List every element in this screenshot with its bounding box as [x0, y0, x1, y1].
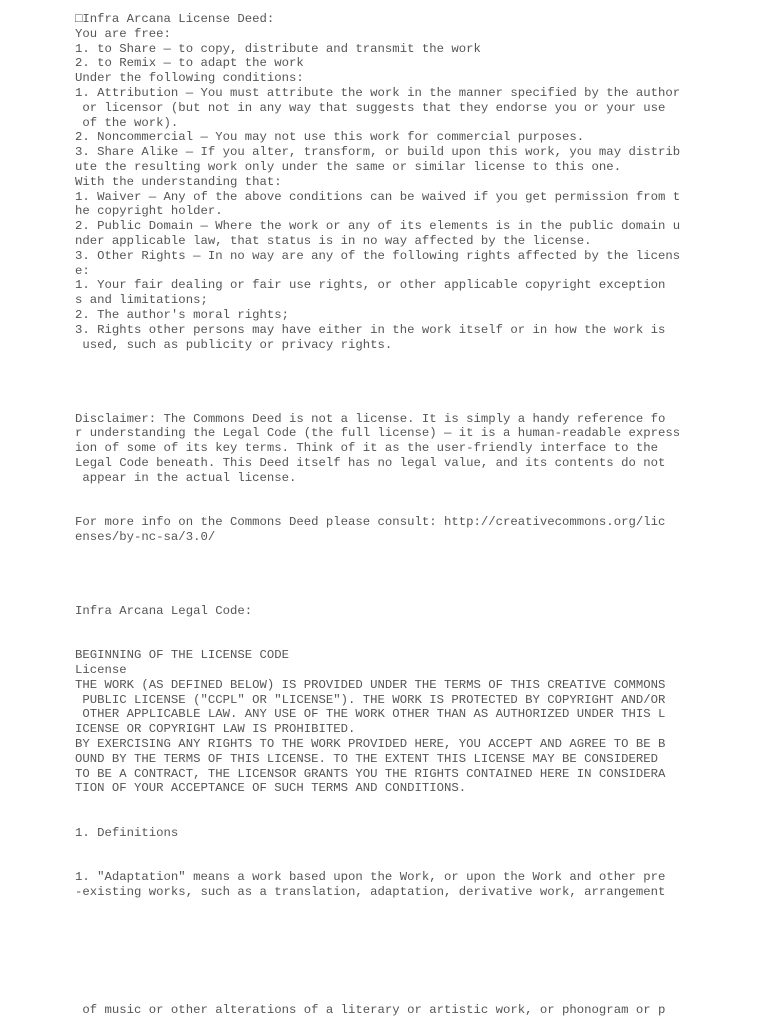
- deed-title: □Infra Arcana License Deed:: [75, 12, 275, 26]
- disclaimer-line: r understanding the Legal Code (the full license) — it is a human-readable express: [75, 426, 681, 441]
- understanding-line: s and limitations;: [75, 293, 208, 308]
- spacer: [75, 545, 695, 604]
- spacer: [75, 841, 695, 871]
- continuation-line: of music or other alterations of a literary or artistic work, or phonogram or p: [75, 1003, 666, 1018]
- condition-line: 1. Attribution — You must attribute the work in the manner specified by the author: [75, 85, 681, 100]
- understanding-line: nder applicable law, that status is in no way affected by the license.: [75, 233, 592, 248]
- condition-line: 2. Noncommercial — You may not use this work for commercial purposes.: [75, 130, 585, 145]
- definition-line: 1. "Adaptation" means a work based upon the Work, or upon the Work and other pre: [75, 870, 666, 885]
- definition-line: -existing works, such as a translation, adaptation, derivative work, arrangement: [75, 885, 666, 900]
- condition-line: of the work).: [75, 115, 179, 130]
- license-code-line: PUBLIC LICENSE ("CCPL" OR "LICENSE"). THE WORK IS PROTECTED BY COPYRIGHT AND/OR: [75, 692, 666, 707]
- understanding-line: he copyright holder.: [75, 204, 223, 219]
- understanding-heading: With the understanding that:: [75, 174, 282, 189]
- understanding-line: 2. The author's moral rights;: [75, 307, 290, 322]
- spacer: [75, 486, 695, 516]
- understanding-line: 3. Rights other persons may have either in the work itself or in how the work is: [75, 322, 666, 337]
- spacer: [75, 619, 695, 649]
- license-document: [75, 12, 695, 1018]
- free-item-share: 1. to Share — to copy, distribute and transmit the work: [75, 41, 481, 56]
- free-heading: You are free:: [75, 26, 171, 41]
- license-code-line: THE WORK (AS DEFINED BELOW) IS PROVIDED UNDER THE TERMS OF THIS CREATIVE COMMONS: [75, 677, 666, 692]
- understanding-line: 2. Public Domain — Where the work or any of its elements is in the public domain u: [75, 219, 681, 234]
- spacer: [75, 796, 695, 826]
- license-label: License: [75, 663, 127, 678]
- understanding-line: 3. Other Rights — In no way are any of the following rights affected by the licens: [75, 248, 681, 263]
- license-code-line: TION OF YOUR ACCEPTANCE OF SUCH TERMS AND CONDITIONS.: [75, 781, 467, 796]
- legal-code-heading: Infra Arcana Legal Code:: [75, 603, 253, 618]
- condition-line: ute the resulting work only under the same or similar license to this one.: [75, 159, 622, 174]
- understanding-line: used, such as publicity or privacy rights.: [75, 337, 393, 352]
- understanding-line: e:: [75, 263, 90, 278]
- more-info-line: enses/by-nc-sa/3.0/: [75, 529, 216, 544]
- license-code-line: ICENSE OR COPYRIGHT LAW IS PROHIBITED.: [75, 722, 356, 737]
- disclaimer-line: Disclaimer: The Commons Deed is not a license. It is simply a handy reference fo: [75, 411, 666, 426]
- condition-line: 3. Share Alike — If you alter, transform, or build upon this work, you may distrib: [75, 145, 681, 160]
- license-code-line: OUND BY THE TERMS OF THIS LICENSE. TO THE EXTENT THIS LICENSE MAY BE CONSIDERED: [75, 751, 658, 766]
- spacer: [75, 900, 695, 1004]
- conditions-heading: Under the following conditions:: [75, 71, 304, 86]
- license-code-line: BY EXERCISING ANY RIGHTS TO THE WORK PROVIDED HERE, YOU ACCEPT AND AGREE TO BE B: [75, 737, 666, 752]
- more-info-line: For more info on the Commons Deed please consult: http://creativecommons.org/lic: [75, 515, 666, 530]
- license-code-line: TO BE A CONTRACT, THE LICENSOR GRANTS YOU THE RIGHTS CONTAINED HERE IN CONSIDERA: [75, 766, 666, 781]
- disclaimer-line: ion of some of its key terms. Think of it as the user-friendly interface to the: [75, 441, 658, 456]
- condition-line: or licensor (but not in any way that suggests that they endorse you or your use: [75, 100, 666, 115]
- understanding-line: 1. Waiver — Any of the above conditions can be waived if you get permission from t: [75, 189, 681, 204]
- spacer: [75, 352, 695, 411]
- free-item-remix: 2. to Remix — to adapt the work: [75, 56, 304, 71]
- understanding-line: 1. Your fair dealing or fair use rights, or other applicable copyright exception: [75, 278, 666, 293]
- definitions-heading: 1. Definitions: [75, 825, 179, 840]
- license-code-line: OTHER APPLICABLE LAW. ANY USE OF THE WORK OTHER THAN AS AUTHORIZED UNDER THIS L: [75, 707, 666, 722]
- disclaimer-line: appear in the actual license.: [75, 470, 297, 485]
- license-code-beginning: BEGINNING OF THE LICENSE CODE: [75, 648, 290, 663]
- disclaimer-line: Legal Code beneath. This Deed itself has no legal value, and its contents do not: [75, 455, 666, 470]
